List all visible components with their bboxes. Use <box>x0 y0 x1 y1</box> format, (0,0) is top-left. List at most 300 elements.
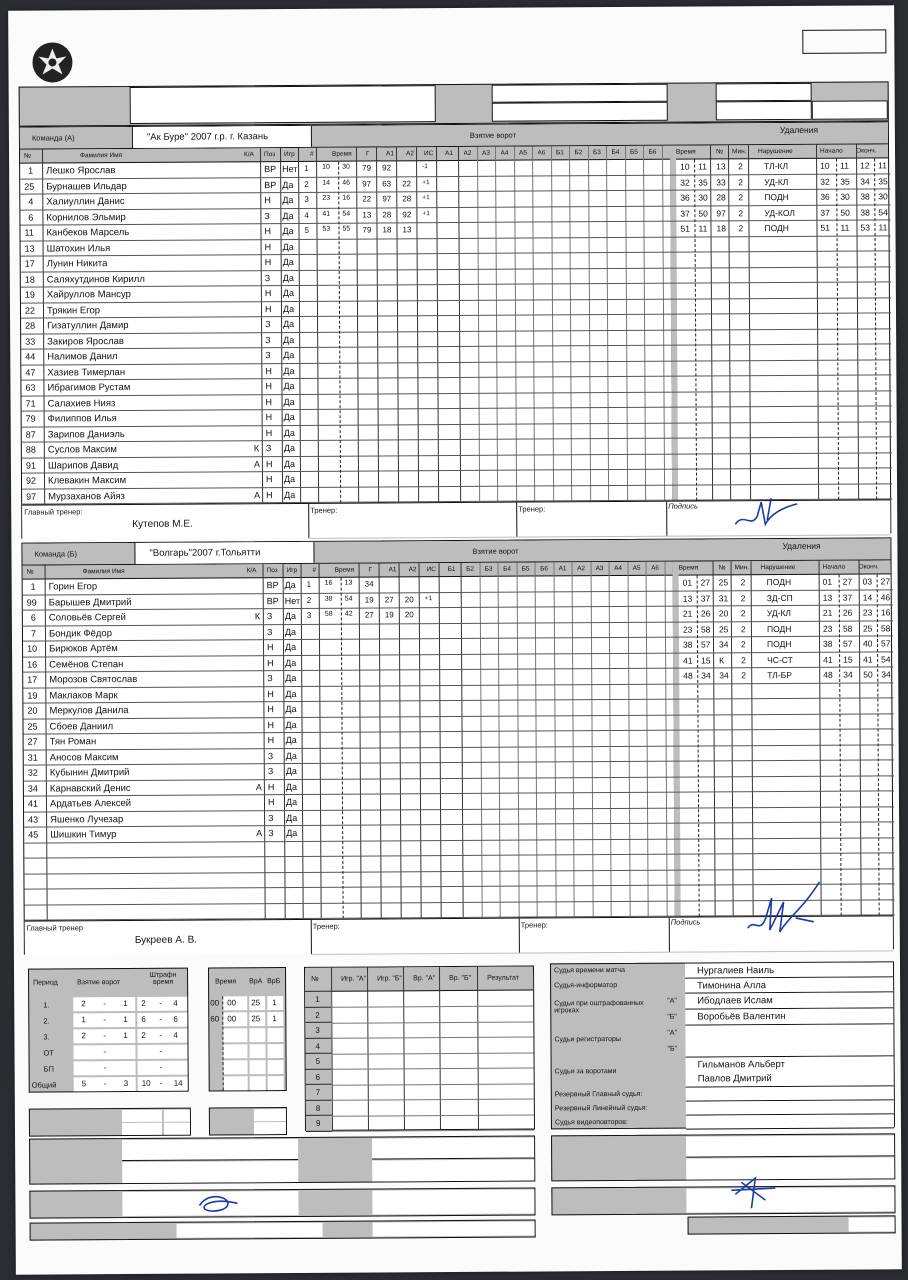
pen-minute: 37 <box>680 208 690 219</box>
goal-assist2: 13 <box>402 225 412 235</box>
player-number: 13 <box>24 243 35 254</box>
row-line <box>331 1006 533 1008</box>
pen-infraction: ЗД-СП <box>766 592 793 603</box>
period-pim-a: 6 <box>141 1014 146 1024</box>
period-goals <box>73 1029 135 1043</box>
col-scorer: Г <box>368 566 373 574</box>
player-number: 1 <box>30 581 36 592</box>
pen-second: 58 <box>700 623 711 634</box>
pen-player: 97 <box>716 207 726 218</box>
player-name: Шарипов Давид <box>47 459 119 471</box>
col-pen-time: Время <box>676 148 696 156</box>
player-number: 17 <box>24 258 35 269</box>
player-number: 47 <box>25 367 36 378</box>
pen-minute: 23 <box>682 624 693 635</box>
period-label: БП <box>43 1064 54 1074</box>
match-number-field[interactable] <box>802 29 886 54</box>
col-goalie-9: Б3 <box>593 149 601 157</box>
pen-end-min: 25 <box>862 622 873 634</box>
pen-player: 18 <box>716 223 726 234</box>
pen-start-min: 48 <box>823 669 833 680</box>
pen-start-sec: 34 <box>843 669 853 680</box>
player-name: Трякин Егор <box>46 304 101 316</box>
player-name: Шатохин Илья <box>46 242 111 254</box>
player-number: 25 <box>27 721 38 732</box>
player-role: А <box>255 781 262 792</box>
goal-scorer: 13 <box>362 210 372 220</box>
gk-b-cell <box>267 1044 283 1058</box>
player-number: 6 <box>28 212 34 223</box>
player-number: 6 <box>30 612 36 623</box>
shootout-num: 8 <box>315 1103 321 1113</box>
player-position: Н <box>265 412 273 423</box>
goal-minute: 14 <box>322 179 331 187</box>
col-pen-end: Оконч. <box>855 147 877 155</box>
player-name: Бондик Фёдор <box>48 627 113 639</box>
player-name: Соловьёв Сергей <box>48 612 126 624</box>
player-position: ВР <box>264 164 277 175</box>
pen-end-sec: 35 <box>878 175 888 186</box>
pen-minutes: 2 <box>738 223 744 234</box>
col-goal-num: # <box>312 566 317 574</box>
player-position: З <box>267 750 274 761</box>
goal-minute: 38 <box>324 595 333 603</box>
col-goalie-11: Б5 <box>630 148 638 156</box>
period-goals-a: 1 <box>81 1015 86 1025</box>
pen-second: 57 <box>701 639 711 650</box>
player-position: Н <box>265 427 273 438</box>
player-position: З <box>267 766 274 777</box>
goal-number: 3 <box>306 610 312 620</box>
gk-b-cell <box>268 1060 284 1074</box>
pen-end-sec: 30 <box>878 191 888 202</box>
player-played: Да <box>283 458 296 469</box>
shootout-col: Вр. "Б" <box>449 974 472 983</box>
pen-second: 11 <box>698 223 708 234</box>
team-b-coach-signature-icon <box>743 878 823 942</box>
pen-player: 25 <box>718 623 729 634</box>
goal-second: 42 <box>344 610 353 618</box>
goal-assist1: 28 <box>382 209 392 219</box>
player-number: 19 <box>27 690 38 701</box>
period-sep: - <box>159 1030 163 1040</box>
player-number: 20 <box>27 705 38 716</box>
pen-infraction: ЧС-СТ <box>767 654 793 665</box>
pen-end-sec: 54 <box>881 653 891 664</box>
period-sep: - <box>159 1046 163 1056</box>
summary-section <box>24 949 896 1264</box>
player-name: Гизатуллин Дамир <box>47 319 129 332</box>
col-gk-a: ВрА <box>249 978 263 986</box>
pen-end-min: 38 <box>860 206 870 218</box>
head-coach-name: Букреев А. В. <box>134 934 198 946</box>
col-goalie-1: А1 <box>445 150 454 158</box>
player-played: Да <box>283 411 295 423</box>
row-line <box>331 1037 533 1039</box>
pen-player: 25 <box>718 577 729 588</box>
pen-second: 27 <box>700 577 711 588</box>
pen-player: 34 <box>719 639 729 650</box>
video-ref-field <box>686 1114 894 1129</box>
footer-divider <box>519 919 520 953</box>
player-number: 97 <box>26 491 37 502</box>
player-played: Да <box>286 812 298 823</box>
goal-second: 54 <box>344 595 353 603</box>
player-played: Да <box>282 225 294 237</box>
pen-end-min: 03 <box>862 576 873 587</box>
reserve-line-field <box>686 1100 894 1115</box>
col-goal-time: Время <box>332 150 352 158</box>
pen-end-min: 40 <box>862 638 873 649</box>
pen-start-min: 36 <box>820 191 830 202</box>
pen-second: 15 <box>701 654 711 665</box>
player-played: Да <box>283 473 296 485</box>
goal-situation: +1 <box>424 594 433 602</box>
gk-a-cell <box>250 1076 266 1090</box>
pen-end-sec: 11 <box>878 222 888 233</box>
col-goal-num: # <box>310 150 314 158</box>
goal-situation: +1 <box>422 209 430 217</box>
pen-end-min: 23 <box>862 607 873 618</box>
col-assist1: А1 <box>388 566 397 574</box>
remarks-row <box>688 1215 896 1234</box>
col-situation: ИС <box>426 566 436 574</box>
col-pen-start: Начало <box>819 147 843 155</box>
period-sep: - <box>103 1015 107 1025</box>
period-pim <box>137 997 187 1011</box>
goal-scorer: 79 <box>362 225 372 235</box>
reserve-main-field <box>686 1086 894 1101</box>
player-name: Лешко Ярослав <box>46 165 116 177</box>
player-played: Да <box>285 672 297 684</box>
player-played: Да <box>282 194 294 206</box>
informer-label: Судья-информатор <box>554 982 618 990</box>
player-position: Н <box>267 735 275 746</box>
player-name: Закиров Ярослав <box>47 335 124 347</box>
gk-time-cell <box>224 1060 248 1074</box>
shootout-col: Вр. "А" <box>413 975 436 983</box>
goal-assist1: 19 <box>384 610 394 620</box>
player-number: 31 <box>27 752 38 763</box>
period-sep: - <box>103 1047 107 1057</box>
pen-start-min: 21 <box>822 607 833 618</box>
col-goalie-3: Б3 <box>484 565 493 573</box>
team-name-field <box>134 542 314 564</box>
shootout-col: Игр. "А" <box>341 975 367 983</box>
column-divider <box>477 967 479 1129</box>
pen-end-sec: 16 <box>880 607 891 618</box>
pen-player: 28 <box>716 192 726 203</box>
team-label: Команда (А) <box>31 133 75 143</box>
period-pim-a: 10 <box>141 1078 151 1088</box>
player-position: Н <box>267 704 274 715</box>
shootout-num: 4 <box>315 1041 320 1051</box>
player-position: З <box>268 828 274 839</box>
player-position: Н <box>264 195 271 206</box>
col-assist2: А2 <box>408 566 417 574</box>
gk-second: 00 <box>227 1014 237 1024</box>
player-position: ВР <box>266 595 279 606</box>
goal-situation: +1 <box>422 178 430 186</box>
time-field <box>716 101 812 121</box>
team-label: Команда (Б) <box>34 549 78 559</box>
gk-a-cell <box>250 1060 266 1074</box>
period-goals <box>74 1077 136 1091</box>
player-played: Да <box>283 396 295 407</box>
player-played: Нет <box>282 163 298 175</box>
protocol-sheet <box>8 5 902 1274</box>
player-played: Да <box>285 641 297 653</box>
pen-end-min: 50 <box>863 669 873 680</box>
goal-assist1: 92 <box>382 163 392 173</box>
arena-field <box>492 102 668 122</box>
player-played: Да <box>282 287 295 299</box>
player-played: Да <box>285 765 297 777</box>
pen-start-min: 32 <box>820 176 830 187</box>
player-name: Шишкин Тимур <box>50 829 117 841</box>
player-position: Н <box>264 303 272 314</box>
player-played: Да <box>285 734 297 746</box>
referees-table <box>29 1136 535 1185</box>
col-pos: Поз <box>264 151 276 159</box>
goal-minute: 53 <box>322 225 331 233</box>
goal-number: 1 <box>304 163 309 173</box>
goal-assist1: 18 <box>382 225 392 235</box>
federation-emblem-icon <box>30 40 74 84</box>
player-position: Н <box>265 396 273 407</box>
pen-start-sec: 26 <box>842 607 853 618</box>
player-number: 92 <box>25 475 37 486</box>
goal-assist2: 22 <box>402 178 412 188</box>
player-number: 91 <box>25 460 36 471</box>
player-position: З <box>265 319 271 330</box>
col-situation: ИС <box>424 150 434 158</box>
competition-field <box>130 85 436 124</box>
col-ka: К/А <box>244 151 254 159</box>
player-name: Корнилов Эльмир <box>46 211 126 223</box>
pen-minutes: 2 <box>741 670 746 681</box>
footer-divider <box>666 502 667 536</box>
col-pen-end: Оконч. <box>858 563 879 571</box>
goal-situation: +1 <box>422 194 430 202</box>
player-number: 99 <box>26 597 37 608</box>
period-sep: - <box>159 1062 163 1072</box>
pen-end-min: 14 <box>862 591 873 603</box>
player-position: Н <box>265 458 273 469</box>
match-info-bar <box>19 81 889 126</box>
period-sep: - <box>159 1078 163 1088</box>
player-played: Да <box>283 442 295 454</box>
player-name: Налимов Данил <box>47 351 118 363</box>
goal-judges-field <box>686 1056 894 1087</box>
player-number: 71 <box>25 398 36 409</box>
period-goals-b: 1 <box>123 1031 128 1041</box>
penalty-box-a-tag: "А" <box>667 997 677 1005</box>
pen-start-min: 51 <box>820 222 830 233</box>
period-goals-a: 2 <box>81 999 86 1009</box>
player-name: Маклаков Марк <box>49 689 118 701</box>
player-number: 44 <box>25 351 36 362</box>
period-pim-b: 6 <box>173 1014 178 1024</box>
col-goalie-4: А4 <box>500 149 509 157</box>
shootout-table <box>304 966 535 1131</box>
gk-a-cell <box>249 1044 265 1058</box>
player-number: 63 <box>25 382 36 393</box>
spectators-field <box>812 100 888 119</box>
comp-sign-field <box>373 1222 535 1237</box>
goal-judge-2: Павлов Дмитрий <box>697 1073 772 1085</box>
timeout-a-field <box>254 1109 286 1121</box>
pen-end-min: 34 <box>860 175 870 187</box>
period-sep: - <box>103 1063 107 1073</box>
col-pen-time: Время <box>678 564 699 572</box>
period-goals <box>73 997 135 1011</box>
match-time-table <box>29 1108 191 1137</box>
player-position: З <box>266 626 273 637</box>
player-played: Да <box>283 334 295 345</box>
gk-b-cell <box>267 996 283 1010</box>
shootout-num: 3 <box>315 1025 320 1035</box>
pen-end-sec: 34 <box>881 669 891 680</box>
pen-start-sec: 57 <box>842 638 853 649</box>
penalties-title: Удаления <box>779 124 819 136</box>
player-position: З <box>265 334 271 345</box>
pen-minute: 48 <box>683 670 693 681</box>
player-name: Салахиев Нияз <box>47 397 116 409</box>
col-goalie-11: А5 <box>632 564 641 572</box>
team-name-field <box>132 126 312 148</box>
pen-minute: 10 <box>680 161 690 172</box>
goal-scorer: 97 <box>362 179 372 189</box>
goal-minute: 10 <box>322 163 330 171</box>
player-name: Лунин Никита <box>46 258 108 270</box>
row-line <box>332 1083 534 1085</box>
scorers-b-tag: "Б" <box>667 1045 678 1053</box>
player-position: Н <box>267 719 275 730</box>
player-name: Яшенко Лучезар <box>50 813 124 825</box>
col-goalie-7: Б1 <box>556 149 564 157</box>
goal-number: 5 <box>304 225 309 235</box>
player-position: Н <box>265 381 272 392</box>
goal-second: 55 <box>342 225 351 233</box>
player-name: Клевакин Максим <box>47 475 127 487</box>
goal-assist2: 92 <box>402 209 412 219</box>
inspector-table <box>551 1133 895 1181</box>
player-role: А <box>254 489 261 500</box>
col-no: № <box>26 568 34 576</box>
period-pim-a: 2 <box>141 998 146 1008</box>
col-play: Игр <box>286 566 298 575</box>
shootout-col: Результат <box>487 974 519 982</box>
row-line <box>332 1130 534 1132</box>
start-hour <box>122 1110 162 1122</box>
player-role: А <box>256 828 263 839</box>
player-position: Н <box>264 288 272 299</box>
comp-ref-field <box>177 1223 323 1238</box>
pen-minutes: 2 <box>738 192 744 203</box>
col-name: Фамилия Имя <box>80 152 123 160</box>
pen-minutes: 2 <box>740 608 746 619</box>
period-goals-b: 1 <box>123 999 128 1009</box>
sign-label: Подпись <box>670 917 701 927</box>
col-name: Фамилия Имя <box>82 568 125 576</box>
penalty-box-a-value: Ибодлаев Ислам <box>697 995 773 1007</box>
pen-end-sec: 57 <box>880 638 891 649</box>
col-goals: Взятие ворот <box>77 979 121 987</box>
player-played: Да <box>284 489 296 500</box>
player-played: Да <box>282 272 294 283</box>
pen-minutes: 2 <box>738 176 743 187</box>
col-goalie-2: А2 <box>463 149 472 157</box>
trainer2-label: Тренер: <box>518 504 546 514</box>
team-name: "Волгарь"2007 г.Тольятти <box>149 547 261 559</box>
shootout-num: 9 <box>315 1118 321 1128</box>
col-infraction: Нарушение <box>758 147 793 156</box>
goal-judges-label: Судьи за воротами <box>554 1068 617 1076</box>
player-name: Халиуллин Данис <box>46 196 125 208</box>
pen-end-sec: 11 <box>878 160 887 171</box>
pen-end-min: 53 <box>860 222 870 233</box>
pen-end-sec: 46 <box>880 591 891 602</box>
player-name: Канбеков Марсель <box>46 226 130 239</box>
period-goals <box>73 1045 135 1059</box>
period-pim <box>138 1061 188 1075</box>
player-number: 16 <box>27 659 38 670</box>
player-position: Н <box>264 241 272 252</box>
period-pim-b: 4 <box>173 998 178 1008</box>
player-played: Да <box>285 703 297 715</box>
pen-start-sec: 15 <box>843 654 853 665</box>
col-assist2: А2 <box>406 150 415 158</box>
col-pen-no: № <box>716 148 724 156</box>
col-goalie-8: Б2 <box>574 149 583 157</box>
player-played: Да <box>284 626 297 637</box>
pen-start-sec: 58 <box>842 623 853 634</box>
player-position: Н <box>265 365 272 376</box>
penalty-box-b-value: Воробьёв Валентин <box>697 1010 786 1023</box>
col-pos: Поз <box>266 567 278 575</box>
player-name: Кубынин Дмитрий <box>49 766 130 779</box>
goal-judge-1: Гильманов Альберт <box>697 1058 785 1071</box>
period-pim-b: 14 <box>173 1078 183 1088</box>
pen-minutes: 2 <box>740 623 746 634</box>
player-number: 25 <box>24 181 35 192</box>
pen-infraction: УД-КЛ <box>764 176 789 187</box>
col-pim: Штрафн время <box>149 971 177 986</box>
goal-number: 2 <box>304 179 309 189</box>
player-played: Да <box>283 349 295 361</box>
penalty-box-b-tag: "Б" <box>667 1013 677 1021</box>
timekeeper-value: Нургалиев Наиль <box>696 965 775 977</box>
player-name: Хайруллов Мансур <box>46 288 131 301</box>
pen-second: 11 <box>698 161 707 172</box>
goal-scorer: 34 <box>364 579 374 589</box>
trainer1-label: Тренер: <box>312 921 340 931</box>
scorers-label: Судьи регистраторы <box>554 1035 621 1044</box>
player-played: Да <box>285 719 297 730</box>
pen-minutes: 2 <box>740 592 746 603</box>
period-goals-a: 5 <box>81 1079 87 1089</box>
sign-main-ref-label <box>34 1194 120 1195</box>
player-name: Семёнов Степан <box>49 658 124 670</box>
goal-assist2: 20 <box>404 610 414 620</box>
player-number: 43 <box>28 814 39 825</box>
pen-player: 34 <box>719 670 729 681</box>
player-name: Барышев Дмитрий <box>48 596 132 608</box>
pen-start-min: 41 <box>823 654 833 665</box>
player-played: Да <box>283 380 295 392</box>
pen-start-sec: 27 <box>842 576 853 587</box>
